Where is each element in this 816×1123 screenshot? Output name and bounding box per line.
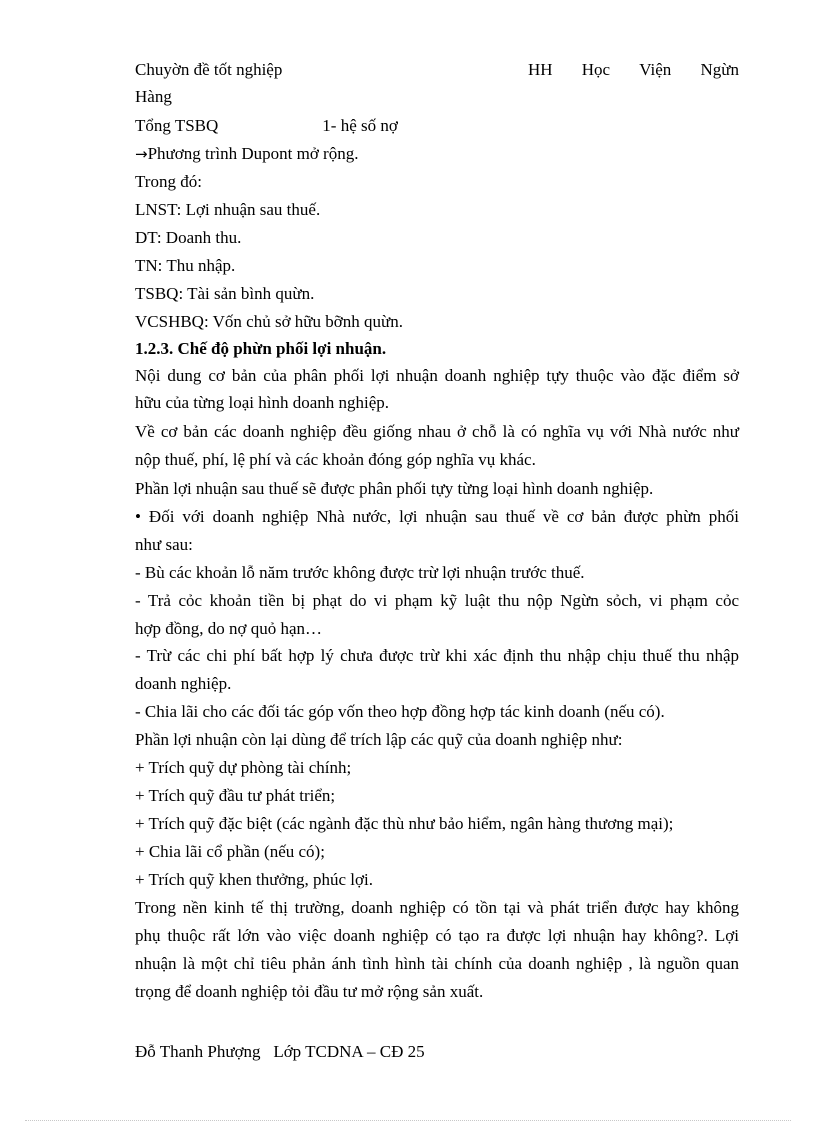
definition-line: VCSHBQ: Vốn chủ sở hữu bỡnh quừn.	[135, 312, 403, 331]
definition-line: Trong đó:	[135, 172, 202, 191]
body-line: + Trích quỹ đầu tư phát triển;	[135, 786, 336, 805]
body-line: như sau:	[135, 535, 193, 554]
body-line: trọng để doanh nghiệp tỏi đầu tư mở rộng sản xuất.	[135, 982, 484, 1001]
header-word: Học	[581, 60, 611, 79]
body-line: - Bù các khoản lỗ năm trước không được trừ lợi nhuận trước thuế.	[135, 563, 585, 582]
definition-line: LNST: Lợi nhuận sau thuế.	[135, 200, 321, 219]
header-word: HH	[528, 60, 553, 79]
body-line: - Trừ các chi phí bất hợp lý chưa được trừ khi xác định thu nhập chịu thuế thu nhập	[135, 646, 739, 665]
body-line: Trong nền kinh tế thị trường, doanh nghiệp có tồn tại và phát triển được hay không	[135, 898, 739, 917]
dupont-line	[135, 144, 358, 164]
body-line: Phần lợi nhuận sau thuế sẽ được phân phối tựy từng loại hình doanh nghiệp.	[135, 479, 654, 498]
body-line: Nội dung cơ bản của phân phối lợi nhuận doanh nghiệp tựy thuộc vào đặc điểm sở	[135, 366, 739, 385]
header-word: Ngừn	[700, 60, 739, 79]
body-line: Về cơ bản các doanh nghiệp đều giống nhau ở chỗ là có nghĩa vụ với Nhà nước như	[135, 422, 739, 441]
body-line: + Trích quỹ khen thưởng, phúc lợi.	[135, 870, 373, 889]
formula-left: Tổng TSBQ	[135, 116, 219, 135]
footer	[135, 1042, 425, 1062]
body-line: + Chia lãi cổ phần (nếu có);	[135, 842, 325, 861]
body-line: • Đối với doanh nghiệp Nhà nước, lợi nhuận sau thuế về cơ bản được phừn phối	[135, 507, 739, 526]
formula-right: 1- hệ số nợ	[322, 116, 398, 135]
body-line: phụ thuộc rất lớn vào việc doanh nghiệp có tạo ra được lợi nhuận hay không?. Lợi	[135, 926, 739, 945]
header-institution	[528, 60, 739, 80]
body-line: + Trích quỹ đặc biệt (các ngành đặc thù như bảo hiểm, ngân hàng thương mại);	[135, 814, 674, 833]
footer-author: Đỗ Thanh Phượng	[135, 1042, 261, 1061]
definition-line: TSBQ: Tài sản bình quừn.	[135, 284, 315, 303]
body-line: hữu của từng loại hình doanh nghiệp.	[135, 393, 390, 412]
body-line: + Trích quỹ dự phòng tài chính;	[135, 758, 352, 777]
footer-class: Lớp TCDNA – CĐ 25	[273, 1042, 425, 1061]
body-line: doanh nghiệp.	[135, 674, 232, 693]
page-bottom-rule	[25, 1120, 791, 1121]
formula-line	[135, 116, 398, 136]
body-line: nộp thuế, phí, lệ phí và các khoản đóng góp nghĩa vụ khác.	[135, 450, 536, 469]
body-line: nhuận là một chỉ tiêu phản ánh tình hình tài chính của doanh nghiệp , là nguồn quan	[135, 954, 739, 973]
arrow-right-icon: →	[135, 145, 148, 163]
header-word: Viện	[639, 60, 672, 79]
definition-line: DT: Doanh thu.	[135, 228, 242, 247]
header-wrap: Hàng	[135, 87, 172, 106]
body-line: - Trả cỏc khoản tiền bị phạt do vi phạm kỹ luật thu nộp Ngừn sỏch, vi phạm cỏc	[135, 591, 739, 610]
body-line: hợp đồng, do nợ quỏ hạn…	[135, 619, 323, 638]
header-title: Chuyờn đề tốt nghiệp	[135, 60, 283, 79]
body-line: Phần lợi nhuận còn lại dùng để trích lập các quỹ của doanh nghiệp như:	[135, 730, 623, 749]
body-line: - Chia lãi cho các đối tác góp vốn theo hợp đồng hợp tác kinh doanh (nếu có).	[135, 702, 665, 721]
dupont-text: Phương trình Dupont mở rộng.	[147, 144, 359, 163]
section-heading: 1.2.3. Chế độ phừn phối lợi nhuận.	[135, 339, 387, 358]
definition-line: TN: Thu nhập.	[135, 256, 236, 275]
